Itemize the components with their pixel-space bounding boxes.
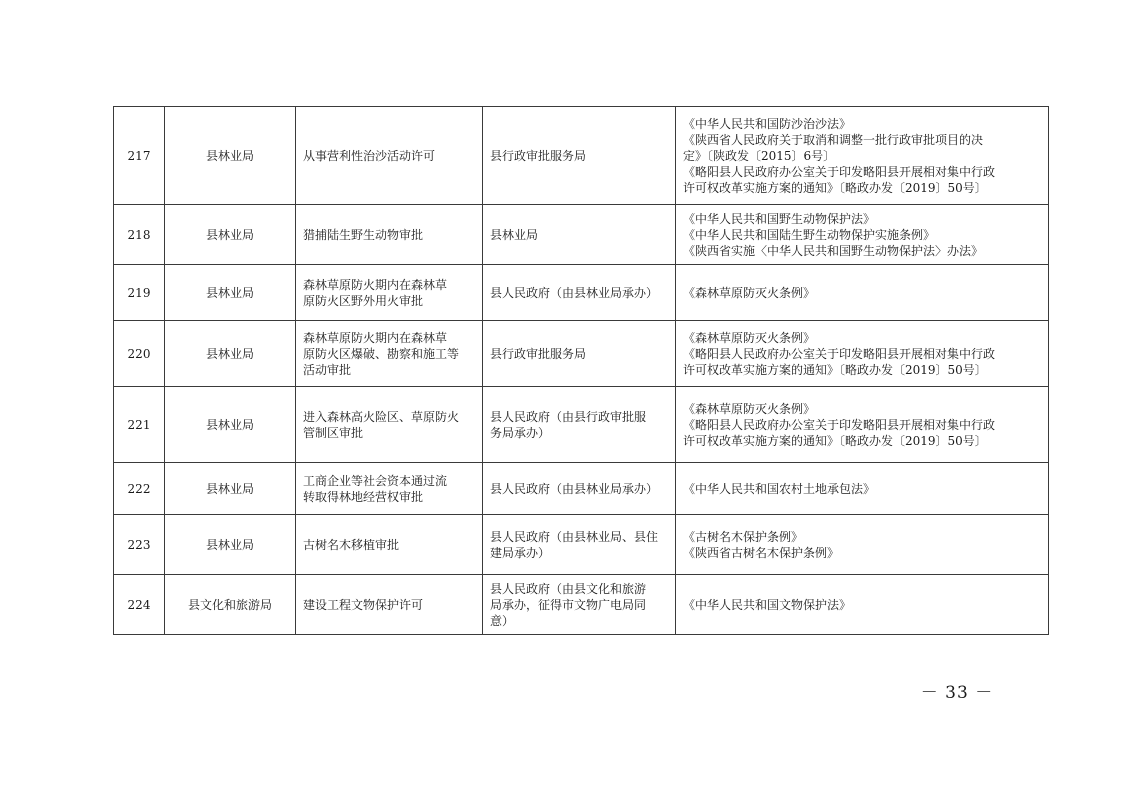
department-cell: 县林业局: [165, 205, 296, 265]
org-line: 局承办，征得市文物广电局同: [490, 597, 647, 612]
approval-item-cell: [296, 575, 483, 635]
legal-basis-cell: [676, 387, 1049, 463]
org-line: 县人民政府（由县林业局、县住: [490, 529, 659, 544]
item-line: 原防火区野外用火审批: [303, 293, 424, 308]
legal-basis-cell: [676, 107, 1049, 205]
item-line: 工商企业等社会资本通过流: [303, 473, 448, 488]
row-number: 218: [114, 205, 165, 265]
basis-line: 《中华人民共和国野生动物保护法》: [683, 211, 876, 226]
page-number: － 33 －: [920, 683, 994, 703]
item-line: 森林草原防火期内在森林草: [303, 330, 448, 345]
legal-basis-cell: [676, 515, 1049, 575]
item-line: 猎捕陆生野生动物审批: [303, 227, 424, 242]
handling-org-cell: [483, 205, 676, 265]
approval-item-cell: [296, 515, 483, 575]
table-row: [114, 575, 1049, 635]
handling-org-cell: [483, 265, 676, 321]
row-number: 224: [114, 575, 165, 635]
legal-basis-cell: [676, 265, 1049, 321]
basis-line: 《古树名木保护条例》: [683, 529, 804, 544]
item-line: 森林草原防火期内在森林草: [303, 277, 448, 292]
basis-line: 《中华人民共和国防沙治沙法》: [683, 116, 852, 131]
approval-item-cell: [296, 321, 483, 387]
basis-line: 《中华人民共和国农村土地承包法》: [683, 481, 876, 496]
table-row: [114, 205, 1049, 265]
legal-basis-cell: [676, 463, 1049, 515]
table-row: [114, 463, 1049, 515]
org-line: 县林业局: [490, 227, 539, 242]
item-line: 进入森林高火险区、草原防火: [303, 409, 460, 424]
item-line: 管制区审批: [303, 425, 364, 440]
handling-org-cell: [483, 515, 676, 575]
basis-line: 《略阳县人民政府办公室关于印发略阳县开展相对集中行政: [683, 164, 996, 179]
org-line: 县行政审批服务局: [490, 148, 587, 163]
basis-line: 《森林草原防灭火条例》: [683, 285, 816, 300]
handling-org-cell: [483, 107, 676, 205]
basis-line: 定》〔陕政发〔2015〕6号〕: [683, 148, 836, 163]
org-line: 县人民政府（由县文化和旅游: [490, 581, 647, 596]
row-number: 217: [114, 107, 165, 205]
department-cell: 县文化和旅游局: [165, 575, 296, 635]
row-number: 221: [114, 387, 165, 463]
row-number: 222: [114, 463, 165, 515]
table-row: [114, 387, 1049, 463]
basis-line: 许可权改革实施方案的通知》〔略政办发〔2019〕50号〕: [683, 362, 987, 377]
legal-basis-cell: [676, 205, 1049, 265]
org-line: 务局承办）: [490, 425, 551, 440]
item-line: 古树名木移植审批: [303, 537, 400, 552]
org-line: 意）: [490, 613, 515, 628]
org-line: 县人民政府（由县林业局承办）: [490, 285, 659, 300]
table-row: [114, 107, 1049, 205]
row-number: 219: [114, 265, 165, 321]
table-body: [114, 107, 1049, 635]
item-line: 原防火区爆破、勘察和施工等: [303, 346, 460, 361]
legal-basis-cell: [676, 575, 1049, 635]
department-cell: 县林业局: [165, 387, 296, 463]
item-line: 活动审批: [303, 362, 352, 377]
basis-line: 许可权改革实施方案的通知》〔略政办发〔2019〕50号〕: [683, 433, 987, 448]
basis-line: 《陕西省实施〈中华人民共和国野生动物保护法〉办法》: [683, 243, 984, 258]
table-row: [114, 321, 1049, 387]
item-line: 转取得林地经营权审批: [303, 489, 424, 504]
row-number: 220: [114, 321, 165, 387]
department-cell: 县林业局: [165, 515, 296, 575]
org-line: 县行政审批服务局: [490, 346, 587, 361]
table-row: [114, 515, 1049, 575]
department-cell: 县林业局: [165, 265, 296, 321]
approval-item-cell: [296, 265, 483, 321]
approval-item-cell: [296, 205, 483, 265]
department-cell: 县林业局: [165, 321, 296, 387]
basis-line: 许可权改革实施方案的通知》〔略政办发〔2019〕50号〕: [683, 180, 987, 195]
approval-items-table: [113, 106, 1049, 635]
handling-org-cell: [483, 387, 676, 463]
approval-item-cell: [296, 463, 483, 515]
basis-line: 《陕西省人民政府关于取消和调整一批行政审批项目的决: [683, 132, 984, 147]
legal-basis-cell: [676, 321, 1049, 387]
org-line: 建局承办）: [490, 545, 551, 560]
item-line: 建设工程文物保护许可: [303, 597, 424, 612]
table-row: [114, 265, 1049, 321]
handling-org-cell: [483, 463, 676, 515]
basis-line: 《陕西省古树名木保护条例》: [683, 545, 840, 560]
basis-line: 《中华人民共和国陆生野生动物保护实施条例》: [683, 227, 936, 242]
department-cell: 县林业局: [165, 463, 296, 515]
org-line: 县人民政府（由县行政审批服: [490, 409, 647, 424]
basis-line: 《略阳县人民政府办公室关于印发略阳县开展相对集中行政: [683, 346, 996, 361]
item-line: 从事营利性治沙活动许可: [303, 148, 436, 163]
basis-line: 《森林草原防灭火条例》: [683, 401, 816, 416]
row-number: 223: [114, 515, 165, 575]
basis-line: 《中华人民共和国文物保护法》: [683, 597, 852, 612]
basis-line: 《森林草原防灭火条例》: [683, 330, 816, 345]
basis-line: 《略阳县人民政府办公室关于印发略阳县开展相对集中行政: [683, 417, 996, 432]
approval-item-cell: [296, 107, 483, 205]
approval-item-cell: [296, 387, 483, 463]
handling-org-cell: [483, 321, 676, 387]
org-line: 县人民政府（由县林业局承办）: [490, 481, 659, 496]
handling-org-cell: [483, 575, 676, 635]
department-cell: 县林业局: [165, 107, 296, 205]
